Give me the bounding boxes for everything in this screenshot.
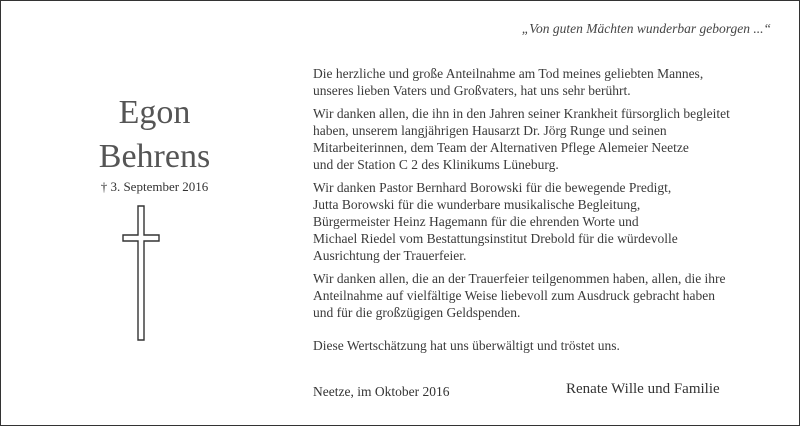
last-name: Behrens	[98, 138, 211, 175]
paragraph-sympathy: Die herzliche und große Anteilnahme am Tod meines geliebten Mannes, unseres lieben Vaters und Großvaters, hat uns sehr berührt.	[313, 66, 704, 98]
paragraph-care-thanks: Wir danken allen, die ihn in den Jahren seiner Krankheit fürsorglich begleitet haben, unserem langjährigen Hausarzt Dr. Jörg Runge und seinen Mitarbeiterinnen, dem Team der Alternativen Pflege Alemeier Neetze und der Station C 2 des Klinikums Lüneburg.	[313, 106, 730, 172]
first-name: Egon	[118, 94, 191, 131]
paragraph-attendees-thanks: Wir danken allen, die an der Trauerfeier teilgenommen haben, allen, die ihre Anteilnahme auf vielfältige Weise liebevoll zum Ausdruck gebracht haben und für die großzügigen Geldspenden.	[313, 271, 726, 320]
place-date: Neetze, im Oktober 2016	[313, 384, 450, 399]
signature: Renate Wille und Familie	[566, 381, 720, 397]
closing-line: Diese Wertschätzung hat uns überwältigt und tröstet uns.	[313, 338, 620, 353]
latin-cross-icon	[122, 205, 160, 341]
acknowledgement-text	[313, 65, 783, 360]
paragraph-ceremony-thanks: Wir danken Pastor Bernhard Borowski für die bewegende Predigt, Jutta Borowski für die wunderbare musikalische Begleitung, Bürgermeister Heinz Hagemann für die ehrenden Worte und Michael Riedel vom Bestattungsinstitut Drebold für die würdevolle Ausrichtung der Trauerfeier.	[313, 180, 678, 263]
death-date: † 3. September 2016	[100, 179, 209, 194]
deceased-name	[1, 91, 308, 179]
motto-quote: „Von guten Mächten wunderbar geborgen ...“	[521, 21, 771, 36]
